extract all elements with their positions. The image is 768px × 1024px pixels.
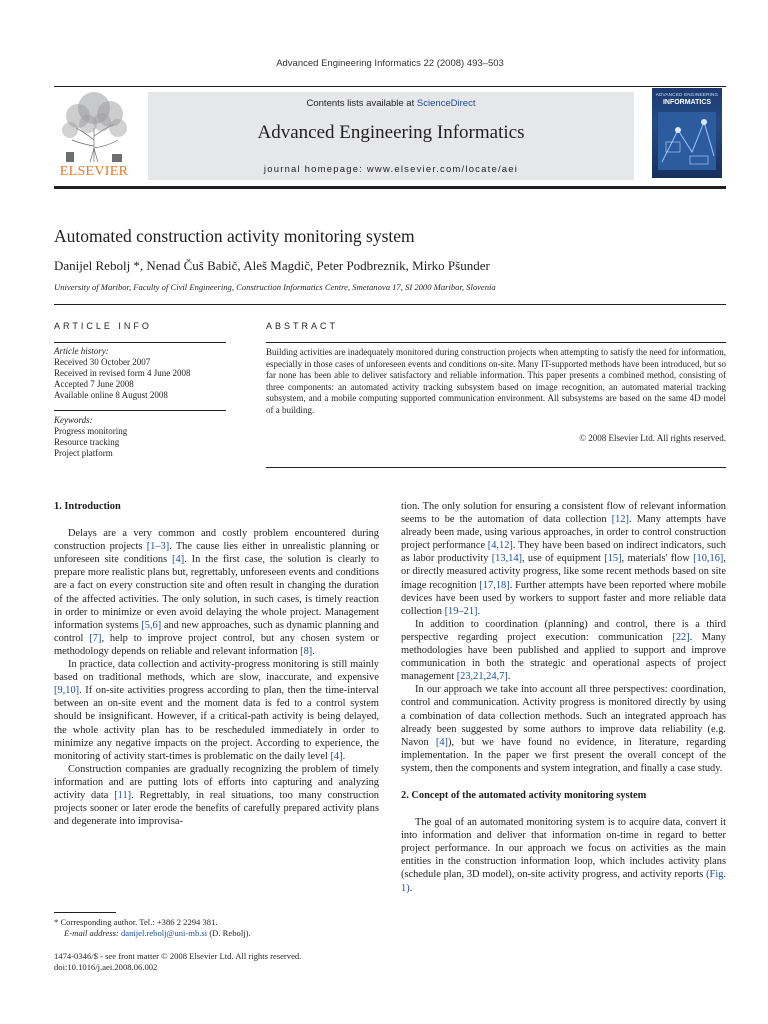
masthead-bottom-rule	[54, 186, 726, 189]
footnote-rule	[54, 912, 116, 913]
citation-link[interactable]: [1–3]	[146, 541, 170, 553]
text-run: , help to improve project control, but any chosen system or methodology depends on reliable and relevant information	[54, 632, 380, 657]
cover-artwork-icon	[658, 112, 716, 170]
text-run: .	[409, 882, 413, 894]
history-accepted: Accepted 7 June 2008	[54, 379, 134, 389]
abstract-text: Building activities are inadequately monitored during construction projects when attempting to satisfy the need for information, especially in those cases of unforeseen events and conditions on-site. Many IT-supported methods have been introduced, but so far none has been able to deliver satisfactory and reliable information. This paper presents a combined method, consisting of three components: an automated activity tracking subsystem based on image recognition, an automated material tracking subsystem, and a mobile computing supported communication environment. All subsystems are based on the same 4D model of a building.	[266, 347, 726, 415]
publisher-name: ELSEVIER	[59, 164, 129, 179]
text-run: In our approach we take into account all three perspectives: coordination, control and communication. Activity progress is monitored directly by using a combination of data collection methods. Such an integrated approach has already been suggested by some authors to improve data reliability (e.g. Navon	[401, 684, 726, 748]
text-run: .	[477, 605, 481, 617]
email-line	[54, 928, 379, 939]
issn-line: 1474-0346/$ - see front matter © 2008 Elsevier Ltd. All rights reserved.	[54, 951, 302, 961]
text-run: . Further attempts have been reported where mobile devices have been used by workers to support faster and more reliable data collection	[401, 579, 726, 617]
affiliation: University of Maribor, Faculty of Civil Engineering, Construction Informatics Centre, Smetanova 17, SI 2000 Maribor, Slovenia	[54, 282, 496, 292]
paragraph	[401, 500, 726, 618]
copyright-notice: © 2008 Elsevier Ltd. All rights reserved.	[579, 433, 726, 443]
text-run: . If on-site activities progress according to plan, then the time-interval between an on-site event and the moment data is fed to a control system should be insignificant. However, if a critical-path activity is being delayed, the whole activity plan has to be rescheduled immediately in order to minimize any negative impacts on the project. According to experience, the monitoring of activity start-times is problematic on the daily level	[54, 685, 379, 762]
header-rule	[54, 86, 726, 87]
text-run: and new approaches, such as dynamic planning and control	[54, 619, 379, 644]
author-list: Danijel Rebolj *, Nenad Čuš Babič, Aleš Magdič, Peter Podbreznik, Mirko Pšunder	[54, 258, 490, 273]
article-info-heading: ARTICLE INFO	[54, 321, 152, 331]
masthead	[54, 88, 726, 186]
keyword-item: Progress monitoring	[54, 426, 128, 436]
citation-link[interactable]: [17,18]	[479, 579, 510, 591]
contents-line	[148, 98, 634, 109]
history-revised: Received in revised form 4 June 2008	[54, 368, 191, 378]
journal-cover-image	[652, 88, 722, 178]
citation-link[interactable]: [22]	[672, 631, 690, 643]
article-history	[54, 346, 226, 401]
email-link[interactable]: danijel.rebolj@uni-mb.si	[120, 928, 208, 938]
keywords-label: Keywords:	[54, 415, 93, 425]
affiliation-rule	[54, 304, 726, 305]
cover-title-main: INFORMATICS	[662, 99, 712, 106]
text-run: . The cause lies either in unrealistic planning or unforeseen site conditions	[54, 541, 379, 566]
contents-prefix: Contents lists available at	[306, 98, 417, 109]
paragraph	[401, 816, 726, 895]
article-info-rule	[54, 342, 226, 343]
text-run: In practice, data collection and activity-progress monitoring is still mainly based on traditional methods, which are slow, inaccurate, and expensive	[54, 659, 379, 684]
citation-link[interactable]: [4,12]	[487, 540, 513, 552]
citation-link[interactable]: [4]	[172, 554, 185, 566]
text-run: , use of equipment	[522, 553, 605, 565]
abstract-rule	[266, 342, 726, 343]
text-run: tion. The only solution for ensuring a consistent flow of relevant information seems to be the automation of data collection	[401, 501, 726, 526]
citation-link[interactable]: [9,10]	[54, 685, 80, 697]
text-run: The goal of an automated monitoring system is to acquire data, convert it into information and deliver that information on-time in regard to better project performance. In our approach we focus on activities as the main entities in the construction information loop, which includes activity plans (schedule plan, 3D model), on-site activity progress, and activity reports	[401, 817, 726, 881]
citation-link[interactable]: [23,21,24,7]	[456, 671, 508, 683]
text-run: Delays are a very common and costly problem encountered during construction projects	[54, 528, 379, 553]
citation-link[interactable]: [11]	[114, 789, 132, 801]
journal-banner	[148, 92, 634, 180]
keywords-rule	[54, 410, 226, 411]
text-run: , or directly measured activity progress, like some recent methods based on site image recognition	[401, 553, 726, 591]
paragraph	[401, 618, 726, 683]
paragraph	[54, 658, 379, 763]
cover-title-top: ADVANCED ENGINEERING	[655, 92, 719, 97]
keyword-item: Project platform	[54, 448, 113, 458]
text-run: Construction companies are gradually recognizing the problem of timely information and are putting lots of efforts into capturing and analyzing activity data	[54, 763, 379, 801]
text-run: .	[312, 645, 315, 657]
citation-link[interactable]: [19–21]	[444, 605, 478, 617]
citation-link[interactable]: [13,14]	[491, 553, 523, 565]
paragraph	[54, 527, 379, 658]
abstract-bottom-rule	[266, 467, 726, 468]
history-received: Received 30 October 2007	[54, 357, 151, 367]
history-online: Available online 8 August 2008	[54, 390, 168, 400]
keywords	[54, 415, 226, 459]
keyword-item: Resource tracking	[54, 437, 120, 447]
text-run: . Many attempts have already been made, using various approaches, in order to control construction project performance	[401, 514, 727, 552]
history-label: Article history:	[54, 346, 109, 356]
elsevier-tree-logo	[54, 88, 134, 184]
text-run: . In the first case, the solution is clearly to prepare more realistic plans but, regrettably, unforeseen events and conditions are a fact on every construction site and often result in changing the duration of the affected activities. The only solution, in such cases, is timely reaction in order to minimize or even avoid delaying the whole project. Management information systems	[54, 554, 379, 631]
paragraph	[54, 763, 379, 828]
section-2-heading: 2. Concept of the automated activity monitoring system	[401, 789, 647, 801]
text-run: . Many methodologies have been published and applied to support and improve communication in both the strategic and operational aspects of project management	[401, 631, 727, 683]
section-1-heading: 1. Introduction	[54, 501, 121, 512]
citation-link[interactable]: [8]	[300, 645, 313, 657]
text-run: . Regrettably, in real situations, too many construction projects sooner or later erode the benefits of carefully prepared activity plans and degenerate into improvisa-	[54, 789, 379, 828]
citation-link[interactable]: [12]	[611, 514, 629, 526]
text-run: , materials' flow	[621, 553, 694, 565]
text-run: In addition to coordination (planning) and control, there is a third perspective regarding project execution: communication	[401, 618, 726, 643]
citation-link[interactable]: [5,6]	[141, 619, 162, 631]
citation-link[interactable]: [10,16]	[693, 553, 724, 565]
journal-reference: Advanced Engineering Informatics 22 (2008) 493–503	[276, 58, 504, 69]
abstract-heading: ABSTRACT	[266, 321, 339, 331]
email-label: E-mail address:	[64, 928, 121, 938]
text-run: . They have been based on indirect indicators, such as labor productivity	[401, 540, 726, 565]
corresponding-author-note: * Corresponding author. Tel.: +386 2 2294 381.	[54, 917, 218, 927]
text-run: .	[507, 671, 511, 683]
figure-link[interactable]: (Fig. 1)	[401, 869, 726, 894]
email-suffix: (D. Rebolj).	[207, 928, 251, 938]
sciencedirect-link[interactable]: ScienceDirect	[416, 98, 476, 109]
body-column-left	[54, 500, 379, 828]
citation-link[interactable]: [4]	[435, 736, 449, 748]
text-run: ), but we have found no evidence, in literature, regarding implementation. In the paper we first present the overall concept of the system, then the components and system integration, and finally a case study.	[401, 736, 726, 774]
doi-line[interactable]: doi:10.1016/j.aei.2008.06.002	[54, 962, 158, 972]
journal-title: Advanced Engineering Informatics	[257, 122, 525, 143]
journal-homepage[interactable]: journal homepage: www.elsevier.com/locate/aei	[263, 164, 519, 175]
article-title: Automated construction activity monitoring system	[54, 226, 415, 246]
footnote	[54, 917, 379, 939]
citation-link[interactable]: [7]	[89, 632, 102, 644]
text-run: .	[342, 750, 346, 762]
body-column-right	[401, 500, 726, 895]
citation-link[interactable]: [4]	[330, 750, 343, 762]
tree-icon	[54, 88, 134, 164]
citation-link[interactable]: [15]	[604, 553, 622, 565]
front-matter	[54, 951, 379, 973]
paragraph	[401, 683, 726, 775]
